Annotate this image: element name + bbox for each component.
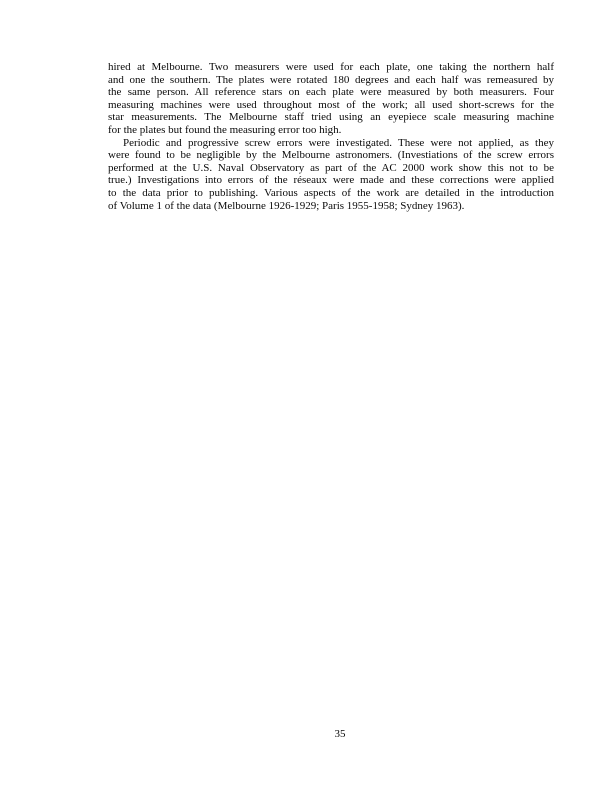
text-line: and one the southern. The plates were rotated 180 degrees and each half was remeasured by: [108, 73, 554, 86]
text-line: measuring machines were used throughout most of the work; all used short-screws for the: [108, 98, 554, 111]
text-line: were found to be negligible by the Melbourne astronomers. (Investiations of the screw errors: [108, 149, 554, 162]
text-line: to the data prior to publishing. Various aspects of the work are detailed in the introduction: [108, 186, 554, 199]
paragraph-1: [108, 61, 554, 137]
text-line: Periodic and progressive screw errors were investigated. These were not applied, as they: [123, 136, 554, 149]
text-line: the same person. All reference stars on each plate were measured by both measurers. Four: [108, 86, 554, 99]
text-line: performed at the U.S. Naval Observatory as part of the AC 2000 work show this not to be: [108, 161, 554, 174]
body-text: [108, 61, 554, 212]
text-line: for the plates but found the measuring error too high.: [108, 123, 342, 136]
page-number: 35: [334, 728, 346, 740]
text-line: of Volume 1 of the data (Melbourne 1926-1929; Paris 1955-1958; Sydney 1963).: [108, 199, 465, 212]
text-line: star measurements. The Melbourne staff tried using an eyepiece scale measuring machine: [108, 111, 554, 124]
paragraph-2: [108, 137, 554, 213]
text-line: hired at Melbourne. Two measurers were used for each plate, one taking the northern half: [108, 61, 554, 73]
text-line: true.) Investigations into errors of the réseaux were made and these corrections were applied: [108, 174, 554, 187]
